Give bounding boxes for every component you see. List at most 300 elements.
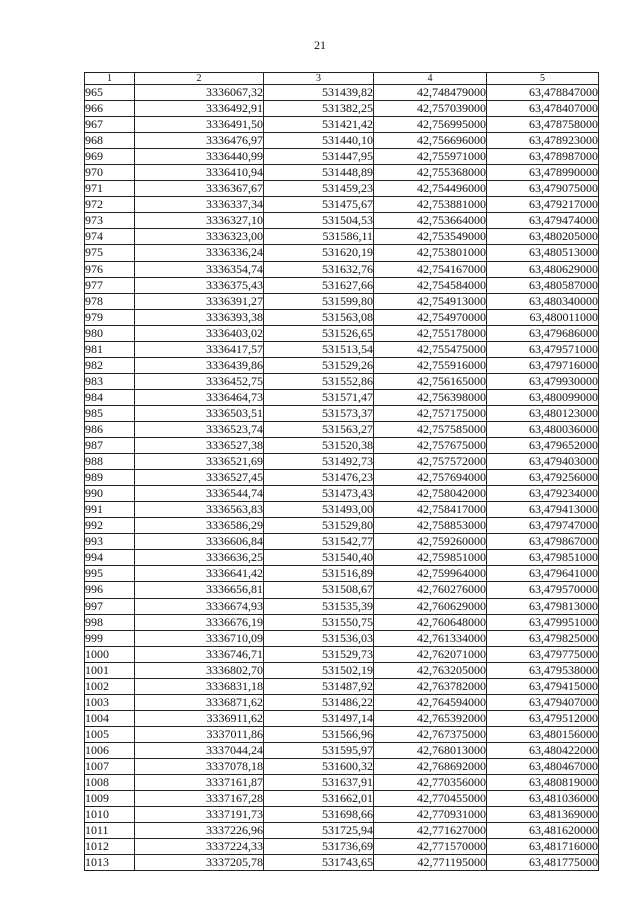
point-number-cell: 1003: [85, 694, 135, 710]
y-coordinate-cell: 531497,14: [264, 710, 374, 726]
y-coordinate-cell: 531439,82: [264, 85, 374, 101]
longitude-cell: 63,480819000: [487, 775, 599, 791]
point-number-cell: 965: [85, 85, 135, 101]
y-coordinate-cell: 531447,95: [264, 149, 374, 165]
table-row: [85, 550, 599, 566]
table-row: [85, 405, 599, 421]
point-number-cell: 978: [85, 293, 135, 309]
latitude-cell: 42,755368000: [374, 165, 487, 181]
x-coordinate-cell: 3336636,25: [135, 550, 264, 566]
x-coordinate-cell: 3336337,34: [135, 197, 264, 213]
latitude-cell: 42,763782000: [374, 678, 487, 694]
latitude-cell: 42,753801000: [374, 245, 487, 261]
table-row: [85, 694, 599, 710]
y-coordinate-cell: 531535,39: [264, 598, 374, 614]
longitude-cell: 63,480011000: [487, 309, 599, 325]
x-coordinate-cell: 3336491,50: [135, 117, 264, 133]
table-row: [85, 181, 599, 197]
x-coordinate-cell: 3337011,86: [135, 726, 264, 742]
point-number-cell: 999: [85, 630, 135, 646]
y-coordinate-cell: 531520,38: [264, 438, 374, 454]
x-coordinate-cell: 3336410,94: [135, 165, 264, 181]
point-number-cell: 993: [85, 534, 135, 550]
point-number-cell: 967: [85, 117, 135, 133]
latitude-cell: 42,767375000: [374, 726, 487, 742]
point-number-cell: 974: [85, 229, 135, 245]
y-coordinate-cell: 531599,80: [264, 293, 374, 309]
longitude-cell: 63,479403000: [487, 454, 599, 470]
table-row: [85, 325, 599, 341]
y-coordinate-cell: 531536,03: [264, 630, 374, 646]
latitude-cell: 42,755971000: [374, 149, 487, 165]
latitude-cell: 42,758853000: [374, 518, 487, 534]
latitude-cell: 42,754167000: [374, 261, 487, 277]
longitude-cell: 63,479867000: [487, 534, 599, 550]
x-coordinate-cell: 3336802,70: [135, 662, 264, 678]
table-row: [85, 229, 599, 245]
longitude-cell: 63,480099000: [487, 389, 599, 405]
x-coordinate-cell: 3336393,38: [135, 309, 264, 325]
table-row: [85, 101, 599, 117]
longitude-cell: 63,480123000: [487, 405, 599, 421]
latitude-cell: 42,758042000: [374, 486, 487, 502]
longitude-cell: 63,479775000: [487, 646, 599, 662]
x-coordinate-cell: 3336417,57: [135, 341, 264, 357]
latitude-cell: 42,758417000: [374, 502, 487, 518]
latitude-cell: 42,756995000: [374, 117, 487, 133]
point-number-cell: 977: [85, 277, 135, 293]
x-coordinate-cell: 3336527,45: [135, 470, 264, 486]
table-header-row: [85, 73, 599, 85]
latitude-cell: 42,757694000: [374, 470, 487, 486]
latitude-cell: 42,757585000: [374, 421, 487, 437]
x-coordinate-cell: 3336656,81: [135, 582, 264, 598]
table-row: [85, 710, 599, 726]
latitude-cell: 42,757175000: [374, 405, 487, 421]
x-coordinate-cell: 3337167,28: [135, 791, 264, 807]
longitude-cell: 63,479474000: [487, 213, 599, 229]
y-coordinate-cell: 531600,32: [264, 758, 374, 774]
x-coordinate-cell: 3336831,18: [135, 678, 264, 694]
y-coordinate-cell: 531743,65: [264, 855, 374, 871]
point-number-cell: 980: [85, 325, 135, 341]
point-number-cell: 1008: [85, 775, 135, 791]
longitude-cell: 63,480629000: [487, 261, 599, 277]
y-coordinate-cell: 531486,22: [264, 694, 374, 710]
x-coordinate-cell: 3336676,19: [135, 614, 264, 630]
table-row: [85, 421, 599, 437]
longitude-cell: 63,479930000: [487, 373, 599, 389]
x-coordinate-cell: 3336641,42: [135, 566, 264, 582]
y-coordinate-cell: 531516,89: [264, 566, 374, 582]
longitude-cell: 63,479686000: [487, 325, 599, 341]
latitude-cell: 42,756696000: [374, 133, 487, 149]
table-row: [85, 373, 599, 389]
y-coordinate-cell: 531448,89: [264, 165, 374, 181]
point-number-cell: 1006: [85, 742, 135, 758]
y-coordinate-cell: 531487,92: [264, 678, 374, 694]
latitude-cell: 42,770931000: [374, 807, 487, 823]
x-coordinate-cell: 3337078,18: [135, 758, 264, 774]
y-coordinate-cell: 531473,43: [264, 486, 374, 502]
x-coordinate-cell: 3336391,27: [135, 293, 264, 309]
longitude-cell: 63,480467000: [487, 758, 599, 774]
y-coordinate-cell: 531504,53: [264, 213, 374, 229]
column-header: 2: [135, 73, 264, 85]
column-header: 5: [487, 73, 599, 85]
point-number-cell: 982: [85, 357, 135, 373]
x-coordinate-cell: 3337224,33: [135, 839, 264, 855]
x-coordinate-cell: 3337044,24: [135, 742, 264, 758]
y-coordinate-cell: 531459,23: [264, 181, 374, 197]
x-coordinate-cell: 3336563,83: [135, 502, 264, 518]
point-number-cell: 998: [85, 614, 135, 630]
table-row: [85, 165, 599, 181]
table-row: [85, 775, 599, 791]
longitude-cell: 63,480156000: [487, 726, 599, 742]
y-coordinate-cell: 531493,00: [264, 502, 374, 518]
longitude-cell: 63,479538000: [487, 662, 599, 678]
x-coordinate-cell: 3336523,74: [135, 421, 264, 437]
y-coordinate-cell: 531440,10: [264, 133, 374, 149]
point-number-cell: 1000: [85, 646, 135, 662]
table-row: [85, 646, 599, 662]
latitude-cell: 42,753664000: [374, 213, 487, 229]
table-row: [85, 309, 599, 325]
longitude-cell: 63,481620000: [487, 823, 599, 839]
x-coordinate-cell: 3336336,24: [135, 245, 264, 261]
y-coordinate-cell: 531526,65: [264, 325, 374, 341]
table-row: [85, 518, 599, 534]
y-coordinate-cell: 531573,37: [264, 405, 374, 421]
longitude-cell: 63,479415000: [487, 678, 599, 694]
point-number-cell: 1009: [85, 791, 135, 807]
point-number-cell: 969: [85, 149, 135, 165]
longitude-cell: 63,479825000: [487, 630, 599, 646]
y-coordinate-cell: 531563,27: [264, 421, 374, 437]
table-row: [85, 261, 599, 277]
point-number-cell: 994: [85, 550, 135, 566]
table-row: [85, 566, 599, 582]
latitude-cell: 42,753549000: [374, 229, 487, 245]
x-coordinate-cell: 3336503,51: [135, 405, 264, 421]
table-row: [85, 277, 599, 293]
y-coordinate-cell: 531662,01: [264, 791, 374, 807]
x-coordinate-cell: 3336375,43: [135, 277, 264, 293]
x-coordinate-cell: 3337205,78: [135, 855, 264, 871]
point-number-cell: 968: [85, 133, 135, 149]
point-number-cell: 992: [85, 518, 135, 534]
x-coordinate-cell: 3336367,67: [135, 181, 264, 197]
latitude-cell: 42,771627000: [374, 823, 487, 839]
table-row: [85, 742, 599, 758]
x-coordinate-cell: 3336674,93: [135, 598, 264, 614]
y-coordinate-cell: 531637,91: [264, 775, 374, 791]
table-row: [85, 486, 599, 502]
table-row: [85, 678, 599, 694]
point-number-cell: 996: [85, 582, 135, 598]
table-row: [85, 438, 599, 454]
table-row: [85, 855, 599, 871]
latitude-cell: 42,759260000: [374, 534, 487, 550]
point-number-cell: 1012: [85, 839, 135, 855]
y-coordinate-cell: 531563,08: [264, 309, 374, 325]
y-coordinate-cell: 531725,94: [264, 823, 374, 839]
latitude-cell: 42,757039000: [374, 101, 487, 117]
table-row: [85, 534, 599, 550]
table-row: [85, 213, 599, 229]
point-number-cell: 966: [85, 101, 135, 117]
latitude-cell: 42,770455000: [374, 791, 487, 807]
longitude-cell: 63,479951000: [487, 614, 599, 630]
y-coordinate-cell: 531620,19: [264, 245, 374, 261]
point-number-cell: 1007: [85, 758, 135, 774]
y-coordinate-cell: 531492,73: [264, 454, 374, 470]
y-coordinate-cell: 531508,67: [264, 582, 374, 598]
latitude-cell: 42,768013000: [374, 742, 487, 758]
table-body: [85, 85, 599, 871]
point-number-cell: 997: [85, 598, 135, 614]
longitude-cell: 63,481775000: [487, 855, 599, 871]
table-row: [85, 197, 599, 213]
longitude-cell: 63,480513000: [487, 245, 599, 261]
y-coordinate-cell: 531542,77: [264, 534, 374, 550]
longitude-cell: 63,479512000: [487, 710, 599, 726]
point-number-cell: 1013: [85, 855, 135, 871]
y-coordinate-cell: 531475,67: [264, 197, 374, 213]
y-coordinate-cell: 531632,76: [264, 261, 374, 277]
longitude-cell: 63,479256000: [487, 470, 599, 486]
table-row: [85, 133, 599, 149]
longitude-cell: 63,481716000: [487, 839, 599, 855]
y-coordinate-cell: 531476,23: [264, 470, 374, 486]
x-coordinate-cell: 3336452,75: [135, 373, 264, 389]
y-coordinate-cell: 531529,73: [264, 646, 374, 662]
longitude-cell: 63,479407000: [487, 694, 599, 710]
y-coordinate-cell: 531566,96: [264, 726, 374, 742]
y-coordinate-cell: 531550,75: [264, 614, 374, 630]
column-header: 4: [374, 73, 487, 85]
point-number-cell: 984: [85, 389, 135, 405]
point-number-cell: 972: [85, 197, 135, 213]
latitude-cell: 42,760276000: [374, 582, 487, 598]
longitude-cell: 63,481369000: [487, 807, 599, 823]
point-number-cell: 987: [85, 438, 135, 454]
longitude-cell: 63,479217000: [487, 197, 599, 213]
x-coordinate-cell: 3336606,84: [135, 534, 264, 550]
table-row: [85, 470, 599, 486]
latitude-cell: 42,761334000: [374, 630, 487, 646]
x-coordinate-cell: 3336911,62: [135, 710, 264, 726]
point-number-cell: 976: [85, 261, 135, 277]
point-number-cell: 970: [85, 165, 135, 181]
latitude-cell: 42,764594000: [374, 694, 487, 710]
x-coordinate-cell: 3336067,32: [135, 85, 264, 101]
longitude-cell: 63,479571000: [487, 341, 599, 357]
point-number-cell: 983: [85, 373, 135, 389]
y-coordinate-cell: 531529,80: [264, 518, 374, 534]
latitude-cell: 42,765392000: [374, 710, 487, 726]
table-row: [85, 758, 599, 774]
x-coordinate-cell: 3336521,69: [135, 454, 264, 470]
y-coordinate-cell: 531540,40: [264, 550, 374, 566]
longitude-cell: 63,479570000: [487, 582, 599, 598]
x-coordinate-cell: 3336710,09: [135, 630, 264, 646]
longitude-cell: 63,480340000: [487, 293, 599, 309]
column-header: 3: [264, 73, 374, 85]
longitude-cell: 63,479813000: [487, 598, 599, 614]
latitude-cell: 42,759851000: [374, 550, 487, 566]
y-coordinate-cell: 531736,69: [264, 839, 374, 855]
table-row: [85, 598, 599, 614]
latitude-cell: 42,754584000: [374, 277, 487, 293]
table-row: [85, 245, 599, 261]
point-number-cell: 995: [85, 566, 135, 582]
longitude-cell: 63,479652000: [487, 438, 599, 454]
page-number: 21: [314, 38, 326, 52]
longitude-cell: 63,479234000: [487, 486, 599, 502]
x-coordinate-cell: 3336476,97: [135, 133, 264, 149]
point-number-cell: 975: [85, 245, 135, 261]
x-coordinate-cell: 3336354,74: [135, 261, 264, 277]
latitude-cell: 42,760629000: [374, 598, 487, 614]
point-number-cell: 985: [85, 405, 135, 421]
latitude-cell: 42,755178000: [374, 325, 487, 341]
table-row: [85, 357, 599, 373]
latitude-cell: 42,755916000: [374, 357, 487, 373]
point-number-cell: 979: [85, 309, 135, 325]
y-coordinate-cell: 531627,66: [264, 277, 374, 293]
table-row: [85, 389, 599, 405]
table-row: [85, 582, 599, 598]
longitude-cell: 63,479716000: [487, 357, 599, 373]
point-number-cell: 989: [85, 470, 135, 486]
y-coordinate-cell: 531382,25: [264, 101, 374, 117]
point-number-cell: 986: [85, 421, 135, 437]
y-coordinate-cell: 531595,97: [264, 742, 374, 758]
latitude-cell: 42,762071000: [374, 646, 487, 662]
y-coordinate-cell: 531502,19: [264, 662, 374, 678]
table-row: [85, 614, 599, 630]
longitude-cell: 63,480422000: [487, 742, 599, 758]
point-number-cell: 988: [85, 454, 135, 470]
point-number-cell: 973: [85, 213, 135, 229]
point-number-cell: 1002: [85, 678, 135, 694]
latitude-cell: 42,757572000: [374, 454, 487, 470]
y-coordinate-cell: 531552,86: [264, 373, 374, 389]
longitude-cell: 63,479075000: [487, 181, 599, 197]
y-coordinate-cell: 531571,47: [264, 389, 374, 405]
table-row: [85, 293, 599, 309]
table-row: [85, 630, 599, 646]
x-coordinate-cell: 3336871,62: [135, 694, 264, 710]
latitude-cell: 42,756165000: [374, 373, 487, 389]
column-header: 1: [85, 73, 135, 85]
x-coordinate-cell: 3336586,29: [135, 518, 264, 534]
longitude-cell: 63,479413000: [487, 502, 599, 518]
y-coordinate-cell: 531513,54: [264, 341, 374, 357]
x-coordinate-cell: 3336327,10: [135, 213, 264, 229]
coordinates-table: [84, 72, 599, 871]
longitude-cell: 63,480036000: [487, 421, 599, 437]
longitude-cell: 63,478847000: [487, 85, 599, 101]
x-coordinate-cell: 3336492,91: [135, 101, 264, 117]
table-row: [85, 791, 599, 807]
longitude-cell: 63,478990000: [487, 165, 599, 181]
x-coordinate-cell: 3336440,99: [135, 149, 264, 165]
latitude-cell: 42,753881000: [374, 197, 487, 213]
latitude-cell: 42,755475000: [374, 341, 487, 357]
point-number-cell: 990: [85, 486, 135, 502]
point-number-cell: 991: [85, 502, 135, 518]
point-number-cell: 1001: [85, 662, 135, 678]
table-row: [85, 662, 599, 678]
point-number-cell: 1011: [85, 823, 135, 839]
x-coordinate-cell: 3336527,38: [135, 438, 264, 454]
latitude-cell: 42,754913000: [374, 293, 487, 309]
x-coordinate-cell: 3336746,71: [135, 646, 264, 662]
point-number-cell: 971: [85, 181, 135, 197]
longitude-cell: 63,479851000: [487, 550, 599, 566]
latitude-cell: 42,754496000: [374, 181, 487, 197]
longitude-cell: 63,479747000: [487, 518, 599, 534]
latitude-cell: 42,763205000: [374, 662, 487, 678]
x-coordinate-cell: 3337226,96: [135, 823, 264, 839]
table-row: [85, 823, 599, 839]
latitude-cell: 42,770356000: [374, 775, 487, 791]
x-coordinate-cell: 3336439,86: [135, 357, 264, 373]
table-row: [85, 85, 599, 101]
table-row: [85, 149, 599, 165]
table-row: [85, 839, 599, 855]
longitude-cell: 63,480205000: [487, 229, 599, 245]
table-row: [85, 726, 599, 742]
table-row: [85, 341, 599, 357]
longitude-cell: 63,478923000: [487, 133, 599, 149]
x-coordinate-cell: 3336403,02: [135, 325, 264, 341]
x-coordinate-cell: 3336323,00: [135, 229, 264, 245]
latitude-cell: 42,771570000: [374, 839, 487, 855]
latitude-cell: 42,757675000: [374, 438, 487, 454]
longitude-cell: 63,480587000: [487, 277, 599, 293]
latitude-cell: 42,760648000: [374, 614, 487, 630]
latitude-cell: 42,771195000: [374, 855, 487, 871]
x-coordinate-cell: 3336464,73: [135, 389, 264, 405]
y-coordinate-cell: 531586,11: [264, 229, 374, 245]
latitude-cell: 42,768692000: [374, 758, 487, 774]
latitude-cell: 42,748479000: [374, 85, 487, 101]
longitude-cell: 63,481036000: [487, 791, 599, 807]
y-coordinate-cell: 531698,66: [264, 807, 374, 823]
point-number-cell: 1010: [85, 807, 135, 823]
x-coordinate-cell: 3336544,74: [135, 486, 264, 502]
longitude-cell: 63,479641000: [487, 566, 599, 582]
table-row: [85, 117, 599, 133]
latitude-cell: 42,754970000: [374, 309, 487, 325]
longitude-cell: 63,478987000: [487, 149, 599, 165]
point-number-cell: 1005: [85, 726, 135, 742]
y-coordinate-cell: 531421,42: [264, 117, 374, 133]
table-row: [85, 807, 599, 823]
latitude-cell: 42,756398000: [374, 389, 487, 405]
x-coordinate-cell: 3337161,87: [135, 775, 264, 791]
y-coordinate-cell: 531529,26: [264, 357, 374, 373]
point-number-cell: 981: [85, 341, 135, 357]
latitude-cell: 42,759964000: [374, 566, 487, 582]
x-coordinate-cell: 3337191,73: [135, 807, 264, 823]
table-row: [85, 502, 599, 518]
point-number-cell: 1004: [85, 710, 135, 726]
